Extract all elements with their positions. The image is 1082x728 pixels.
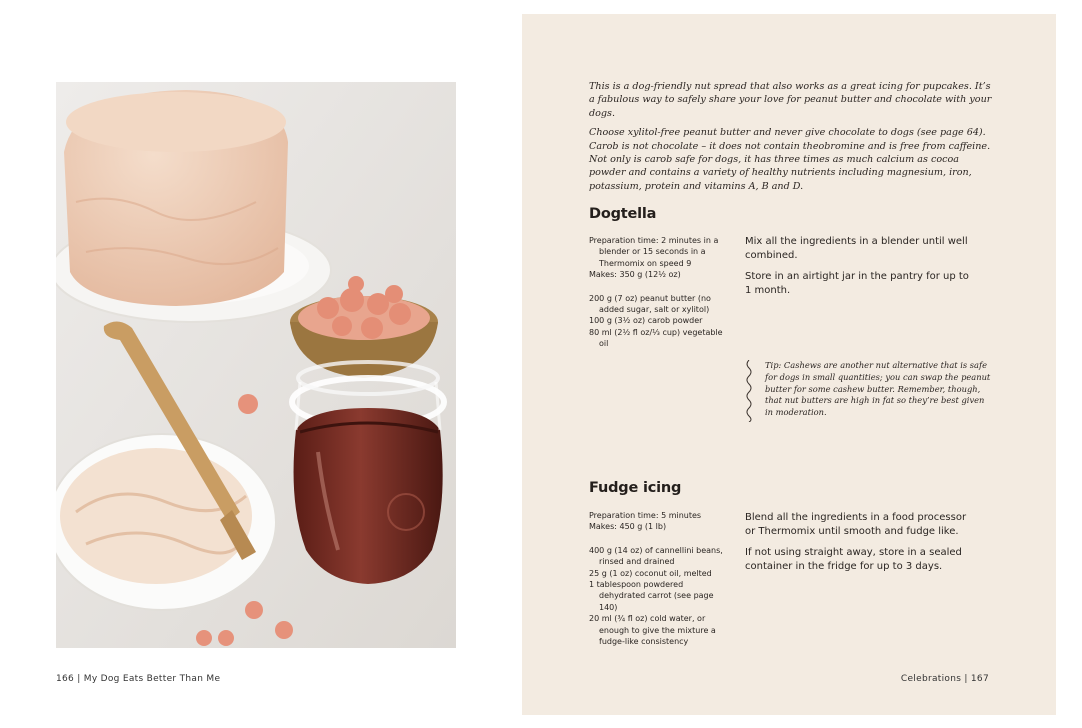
recipe-title-fudge-icing: Fudge icing [589, 480, 682, 496]
ingredient-item: 200 g (7 oz) peanut butter (no added sugar, salt or xylitol) [589, 293, 711, 315]
ingredient-item: 400 g (14 oz) of cannellini beans, rinsed and drained [589, 545, 723, 567]
prep-time: Preparation time: 5 minutes [589, 511, 702, 520]
recipe-meta-dogtella [589, 235, 729, 350]
folio-separator: | [964, 674, 968, 684]
method-step: If not using straight away, store in a sealed container in the fridge for up to 3 days. [745, 547, 962, 572]
intro-text [589, 80, 994, 199]
ingredient-item: 100 g (3½ oz) carob powder [589, 316, 703, 326]
intro-paragraph: Choose xylitol-free peanut butter and never give chocolate to dogs (see page 64). Carob is not chocolate – it does not contain theobromine and is free from caffeine. Not only is carob safe for dogs, it has three times as much calcium as cocoa powder and contains a variety of healthy nutrients including magnesium, iron, potassium, protein and vitamins A, B and D. [589, 127, 991, 192]
yield: Makes: 450 g (1 lb) [589, 522, 667, 532]
method-step: Blend all the ingredients in a food processor or Thermomix until smooth and fudge like. [745, 512, 967, 537]
ingredient-item: 80 ml (2½ fl oz/⅓ cup) vegetable oil [589, 327, 723, 349]
recipe-meta-fudge-icing [589, 510, 729, 647]
intro-paragraph: This is a dog-friendly nut spread that also works as a great icing for pupcakes. It’s a fabulous way to safely share your love for peanut butter and chocolate with your dogs. [589, 81, 992, 119]
ingredient-item: 1 tablespoon powdered dehydrated carrot (see page 140) [589, 580, 714, 612]
yield: Makes: 350 g (12½ oz) [589, 270, 681, 280]
ingredient-item: 20 ml (¾ fl oz) cold water, or enough to give the mixture a fudge-like consistency [589, 614, 716, 647]
book-title: My Dog Eats Better Than Me [83, 674, 221, 684]
wavy-line-icon [744, 360, 754, 422]
tip-box [744, 360, 990, 420]
method-step: Mix all the ingredients in a blender until well combined. [745, 236, 968, 261]
folio-left [56, 674, 220, 684]
folio-separator: | [77, 674, 81, 684]
left-page [0, 0, 522, 728]
prep-time: Preparation time: 2 minutes in a blender or 15 seconds in a Thermomix on speed 9 [589, 236, 719, 268]
recipe-photo [56, 82, 456, 648]
recipe-method-dogtella [745, 235, 977, 305]
recipe-title-dogtella: Dogtella [589, 206, 657, 222]
folio-right [901, 674, 989, 684]
right-page [522, 14, 1056, 715]
tip-text: Tip: Cashews are another nut alternative that is safe for dogs in small quantities; you can swap the peanut butter for some cashew butter. Remember, though, that nut butters are high in fat so they’re best given in moderation. [765, 360, 991, 418]
section-title: Celebrations [900, 674, 962, 684]
recipe-method-fudge-icing [745, 511, 977, 581]
ingredient-item: 25 g (1 oz) coconut oil, melted [589, 568, 712, 578]
page-number: 167 [970, 674, 989, 684]
method-step: Store in an airtight jar in the pantry for up to 1 month. [745, 271, 969, 296]
page-number: 166 [56, 674, 75, 684]
